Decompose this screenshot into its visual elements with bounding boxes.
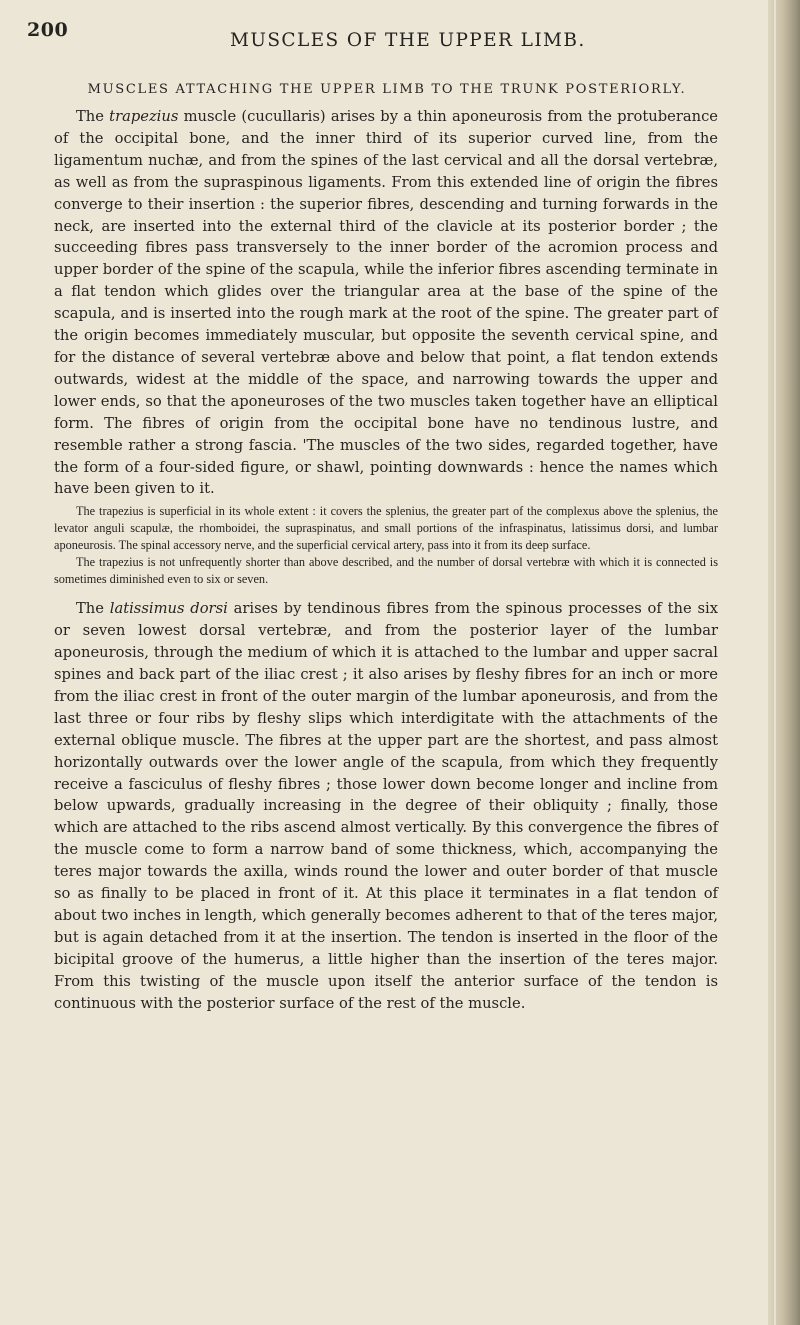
book-spine-shadow: [768, 0, 800, 1325]
section-heading: MUSCLES ATTACHING THE UPPER LIMB TO THE TRUNK POSTERIORLY.: [87, 82, 687, 97]
trapezius-paragraph: The trapezius muscle (cucullaris) arises by a thin aponeurosis from the protuberance of the occipital bone, and the inner third of its superior curved line, from the ligamentum nuchæ, and from the spines of the last cervical and all the dorsal vertebræ, as well as from the supraspinous ligaments. From this extended line of origin the fibres converge to their insertion : the superior fibres, descending and turning forwards in the neck, are inserted into the external third of the clavicle at its posterior border ; the succeeding fibres pass transversely to the inner border of the acromion process and upper border of the spine of the scapula, while the inferior fibres ascending terminate in a flat tendon which glides over the triangular area at the base of the spine of the scapula, and is inserted into the rough mark at the root of the spine. The greater part of the origin becomes immediately muscular, but opposite the seventh cervical spine, and for the distance of several vertebræ above and below that point, a flat tendon extends outwards, widest at the middle of the space, and narrowing towards the upper and lower ends, so that the aponeuroses of the two muscles taken together have an elliptical form. The fibres of origin from the occipital bone have no tendinous lustre, and resemble rather a strong fascia. 'The muscles of the two sides, regarded together, have the form of a four-sided figure, or shawl, pointing downwards : hence the names which have been given to it.: [54, 108, 719, 498]
trapezius-note-relations: The trapezius is superficial in its whole extent : it covers the splenius, the greater part of the complexus above the splenius, the levator anguli scapulæ, the rhomboidei, the supraspinatus, and small portions of the infraspinatus, latissimus dorsi, and lumbar aponeurosis. The spinal accessory nerve, and the superficial cervical artery, pass into it from its deep surface.: [54, 504, 718, 552]
body-text: [54, 106, 718, 1015]
trapezius-term: trapezius: [109, 108, 179, 125]
latissimus-paragraph: The latissimus dorsi arises by tendinous fibres from the spinous processes of the six or seven lowest dorsal vertebræ, and from the posterior layer of the lumbar aponeurosis, through the medium of which it is attached to the lumbar and upper sacral spines and back part of the iliac crest ; it also arises by fleshy fibres for an inch or more from the iliac crest in front of the outer margin of the lumbar aponeurosis, and from the last three or four ribs by fleshy slips which interdigitate with the attachments of the external oblique muscle. The fibres at the upper part are the shortest, and pass almost horizontally outwards over the lower angle of the scapula, from which they frequently receive a fasciculus of fleshy fibres ; those lower down become longer and incline from below upwards, gradually increasing in the degree of their obliquity ; finally, those which are attached to the ribs ascend almost vertically. By this convergence the fibres of the muscle come to form a narrow band of some thickness, which, accompanying the teres major towards the axilla, winds round the lower and outer border of that muscle so as finally to be placed in front of it. At this place it terminates in a flat tendon of about two inches in length, which generally becomes adherent to that of the teres major, but is again detached from it at the insertion. The tendon is inserted in the floor of the bicipital groove of the humerus, a little higher than the insertion of the teres major. From this twisting of the muscle upon itself the anterior surface of the tendon is continuous with the posterior surface of the rest of the muscle.: [54, 600, 719, 1012]
trapezius-description: muscle (cucullaris) arises by a thin aponeurosis from the protuberance of the occipital bone, and the inner third of its superior curved line, from the ligamentum nuchæ, and from the spines of the last cervical and all the dorsal vertebræ, as well as from the supraspinous ligaments. From this extended line of origin the fibres converge to their insertion : the superior fibres, descending and turning forwards in the neck, are inserted into the external third of the clavicle at its posterior border ; the succeeding fibres pass transversely to the inner border of the acromion process and upper border of the spine of the scapula, while the inferior fibres ascending terminate in a flat tendon which glides over the triangular area at the base of the spine of the scapula, and is inserted into the rough mark at the root of the spine. The greater part of the origin becomes immediately muscular, but opposite the seventh cervical spine, and for the distance of several vertebræ above and below that point, a flat tendon extends outwards, widest at the middle of the space, and narrowing towards the upper and lower ends, so that the aponeuroses of the two muscles taken together have an elliptical form. The fibres of origin from the occipital bone have no tendinous lustre, and resemble rather a strong fascia. 'The muscles of the two sides, regarded together, have the form of a four-sided figure, or shawl, pointing downwards : hence the names which have been given to it.: [54, 108, 719, 498]
latissimus-description: arises by tendinous fibres from the spinous processes of the six or seven lowest dorsal vertebræ, and from the posterior layer of the lumbar aponeurosis, through the medium of which it is attached to the lumbar and upper sacral spines and back part of the iliac crest ; it also arises by fleshy fibres for an inch or more from the iliac crest in front of the outer margin of the lumbar aponeurosis, and from the last three or four ribs by fleshy slips which interdigitate with the attachments of the external oblique muscle. The fibres at the upper part are the shortest, and pass almost horizontally outwards over the lower angle of the scapula, from which they frequently receive a fasciculus of fleshy fibres ; those lower down become longer and incline from below upwards, gradually increasing in the degree of their obliquity ; finally, those which are attached to the ribs ascend almost vertically. By this convergence the fibres of the muscle come to form a narrow band of some thickness, which, accompanying the teres major towards the axilla, winds round the lower and outer border of that muscle so as finally to be placed in front of it. At this place it terminates in a flat tendon of about two inches in length, which generally becomes adherent to that of the teres major, but is again detached from it at the insertion. The tendon is inserted in the floor of the bicipital groove of the humerus, a little higher than the insertion of the teres major. From this twisting of the muscle upon itself the anterior surface of the tendon is continuous with the posterior surface of the rest of the muscle.: [54, 600, 719, 1012]
trapezius-note-variation: The trapezius is not unfrequently shorter than above described, and the number of dorsal vertebræ with which it is connected is sometimes diminished even to six or seven.: [54, 554, 718, 586]
latissimus-term: latissimus dorsi: [109, 600, 228, 618]
page-number: 200: [27, 19, 69, 41]
running-head: MUSCLES OF THE UPPER LIMB.: [230, 30, 586, 51]
